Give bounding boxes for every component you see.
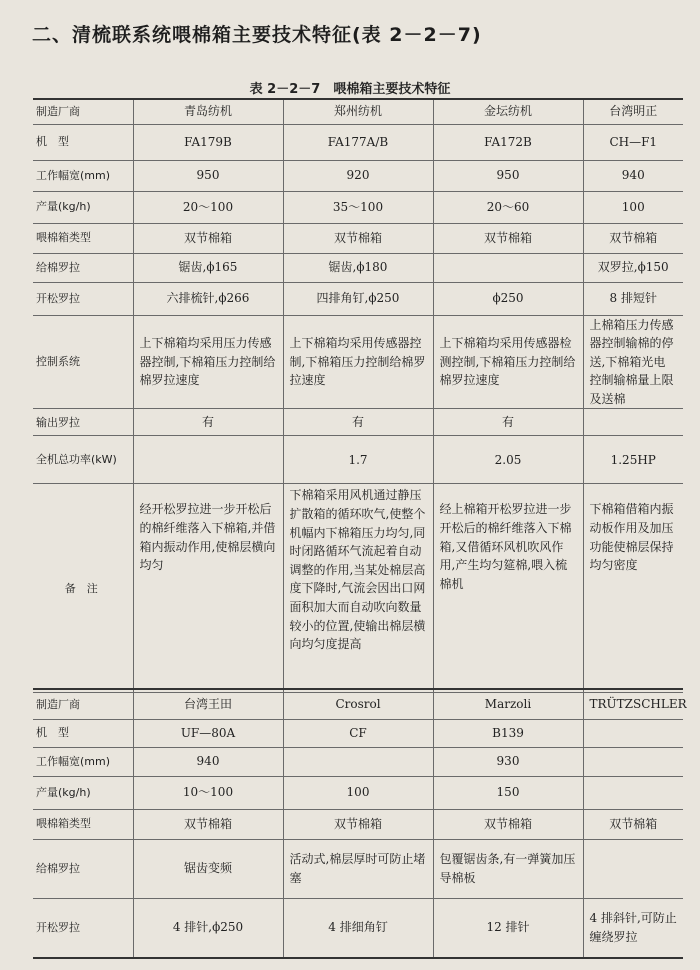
table-cell: UF—80A [133, 719, 283, 747]
table-cell: 100 [583, 191, 683, 223]
table-row [33, 809, 683, 839]
table-cell: 1.7 [283, 436, 433, 484]
table-cell: 台湾明正 [583, 99, 683, 124]
table-cell [583, 776, 683, 809]
row-label: 制造厂商 [33, 689, 133, 719]
table-cell: TRÜTZSCHLER [583, 689, 683, 719]
table-cell: 950 [433, 160, 583, 191]
table-cell: 8 排短针 [583, 282, 683, 315]
row-label: 开松罗拉 [33, 898, 133, 958]
row-label: 产量(kg/h) [33, 776, 133, 809]
table-cell: 4 排斜针,可防止缠绕罗拉 [583, 898, 683, 958]
row-label: 备 注 [33, 484, 133, 693]
table-cell [583, 839, 683, 898]
table-cell: 下棉箱借箱内振动板作用及加压功能使棉层保持均匀密度 [583, 484, 683, 693]
table-cell [583, 409, 683, 436]
table-cell: 双节棉箱 [583, 809, 683, 839]
table-cell: 上下棉箱均采用压力传感器控制,下棉箱压力控制给棉罗拉速度 [133, 315, 283, 409]
table-cell: Marzoli [433, 689, 583, 719]
table-cell: 150 [433, 776, 583, 809]
table-cell: 六排梳针,ϕ266 [133, 282, 283, 315]
table-cell: 有 [283, 409, 433, 436]
table-cell: 台湾王田 [133, 689, 283, 719]
table-row [33, 191, 683, 223]
table-cell: 有 [133, 409, 283, 436]
table-cell: 上下棉箱均采用传感器控制,下棉箱压力控制给棉罗拉速度 [283, 315, 433, 409]
table-row [33, 409, 683, 436]
table-cell: 经开松罗拉进一步开松后的棉纤维落入下棉箱,并借箱内振动作用,使棉层横向均匀 [133, 484, 283, 693]
spec-table-part1 [33, 98, 683, 693]
table-cell: 双节棉箱 [433, 223, 583, 253]
table-cell: 锯齿变频 [133, 839, 283, 898]
table-cell: 金坛纺机 [433, 99, 583, 124]
table-row [33, 898, 683, 958]
table-cell: 下棉箱采用风机通过静压扩散箱的循环吹气,使整个机幅内下棉箱压力均匀,同时闭路循环气流起着自动调整的作用,当某处棉层高度下降时,气流会因出口网面积加大而自动吹向数量较小的位置,使输出棉层横向均匀度提高 [283, 484, 433, 693]
table-cell [433, 253, 583, 282]
table-cell: B139 [433, 719, 583, 747]
table-cell: 锯齿,ϕ180 [283, 253, 433, 282]
table-row [33, 253, 683, 282]
table-row [33, 484, 683, 693]
table-cell: 4 排细角钉 [283, 898, 433, 958]
table-cell: 经上棉箱开松罗拉进一步开松后的棉纤维落入下棉箱,又借循环风机吹风作用,产生均匀筵棉,喂入梳棉机 [433, 484, 583, 693]
table-cell: FA172B [433, 124, 583, 160]
table-row [33, 124, 683, 160]
table-cell [583, 719, 683, 747]
table-cell: 100 [283, 776, 433, 809]
table-row [33, 282, 683, 315]
table-cell: 12 排针 [433, 898, 583, 958]
row-label: 给棉罗拉 [33, 839, 133, 898]
table-cell: 2.05 [433, 436, 583, 484]
table-cell: 双节棉箱 [283, 809, 433, 839]
row-label: 喂棉箱类型 [33, 223, 133, 253]
table-cell: 35～100 [283, 191, 433, 223]
table-cell: 1.25HP [583, 436, 683, 484]
table-cell [133, 436, 283, 484]
table-row [33, 223, 683, 253]
table-cell: 双节棉箱 [583, 223, 683, 253]
row-label: 开松罗拉 [33, 282, 133, 315]
table-row [33, 436, 683, 484]
row-label: 控制系统 [33, 315, 133, 409]
row-label: 制造厂商 [33, 99, 133, 124]
table-row [33, 160, 683, 191]
table-cell: ϕ250 [433, 282, 583, 315]
table-cell: 包覆锯齿条,有一弹簧加压导棉板 [433, 839, 583, 898]
table-cell: 双节棉箱 [133, 223, 283, 253]
table-cell: 940 [583, 160, 683, 191]
table-row [33, 719, 683, 747]
table-cell: 双节棉箱 [133, 809, 283, 839]
table-cell: 双节棉箱 [283, 223, 433, 253]
row-label: 机 型 [33, 719, 133, 747]
table-cell: 四排角钉,ϕ250 [283, 282, 433, 315]
table-title: 表 2－2－7 喂棉箱主要技术特征 [249, 82, 451, 97]
table-row [33, 747, 683, 776]
row-label: 给棉罗拉 [33, 253, 133, 282]
table-cell: 10～100 [133, 776, 283, 809]
spec-table-part2 [33, 688, 687, 959]
table-cell [583, 747, 683, 776]
table-cell: 20～100 [133, 191, 283, 223]
table-cell: 有 [433, 409, 583, 436]
row-label: 喂棉箱类型 [33, 809, 133, 839]
table-cell: CF [283, 719, 433, 747]
table-cell: FA177A/B [283, 124, 433, 160]
table-cell: 活动式,棉层厚时可防止堵塞 [283, 839, 433, 898]
table-cell: 锯齿,ϕ165 [133, 253, 283, 282]
table-cell: 上棉箱压力传感器控制输棉的停送,下棉箱光电控制输棉量上限及送棉 [583, 315, 683, 409]
table-cell: Crosrol [283, 689, 433, 719]
table-cell: CH—F1 [583, 124, 683, 160]
table-cell: 双罗拉,ϕ150 [583, 253, 683, 282]
table-cell: 双节棉箱 [433, 809, 583, 839]
row-label: 产量(kg/h) [33, 191, 133, 223]
row-label: 全机总功率(kW) [33, 436, 133, 484]
table-cell: 青岛纺机 [133, 99, 283, 124]
row-label: 工作幅宽(mm) [33, 160, 133, 191]
table-cell: 20～60 [433, 191, 583, 223]
table-row [33, 689, 683, 719]
table-row [33, 99, 683, 124]
table-cell: 4 排针,ϕ250 [133, 898, 283, 958]
row-label: 工作幅宽(mm) [33, 747, 133, 776]
table-cell: 930 [433, 747, 583, 776]
table-row [33, 315, 683, 409]
table-cell: 上下棉箱均采用传感器检测控制,下棉箱压力控制给棉罗拉速度 [433, 315, 583, 409]
table-cell: 郑州纺机 [283, 99, 433, 124]
table-cell: 920 [283, 160, 433, 191]
section-title: 二、清梳联系统喂棉箱主要技术特征(表 2－2－7) [32, 24, 482, 46]
table-cell: 950 [133, 160, 283, 191]
table-row [33, 776, 683, 809]
table-row [33, 839, 683, 898]
row-label: 机 型 [33, 124, 133, 160]
table-cell [283, 747, 433, 776]
table-cell: FA179B [133, 124, 283, 160]
table-cell: 940 [133, 747, 283, 776]
row-label: 输出罗拉 [33, 409, 133, 436]
